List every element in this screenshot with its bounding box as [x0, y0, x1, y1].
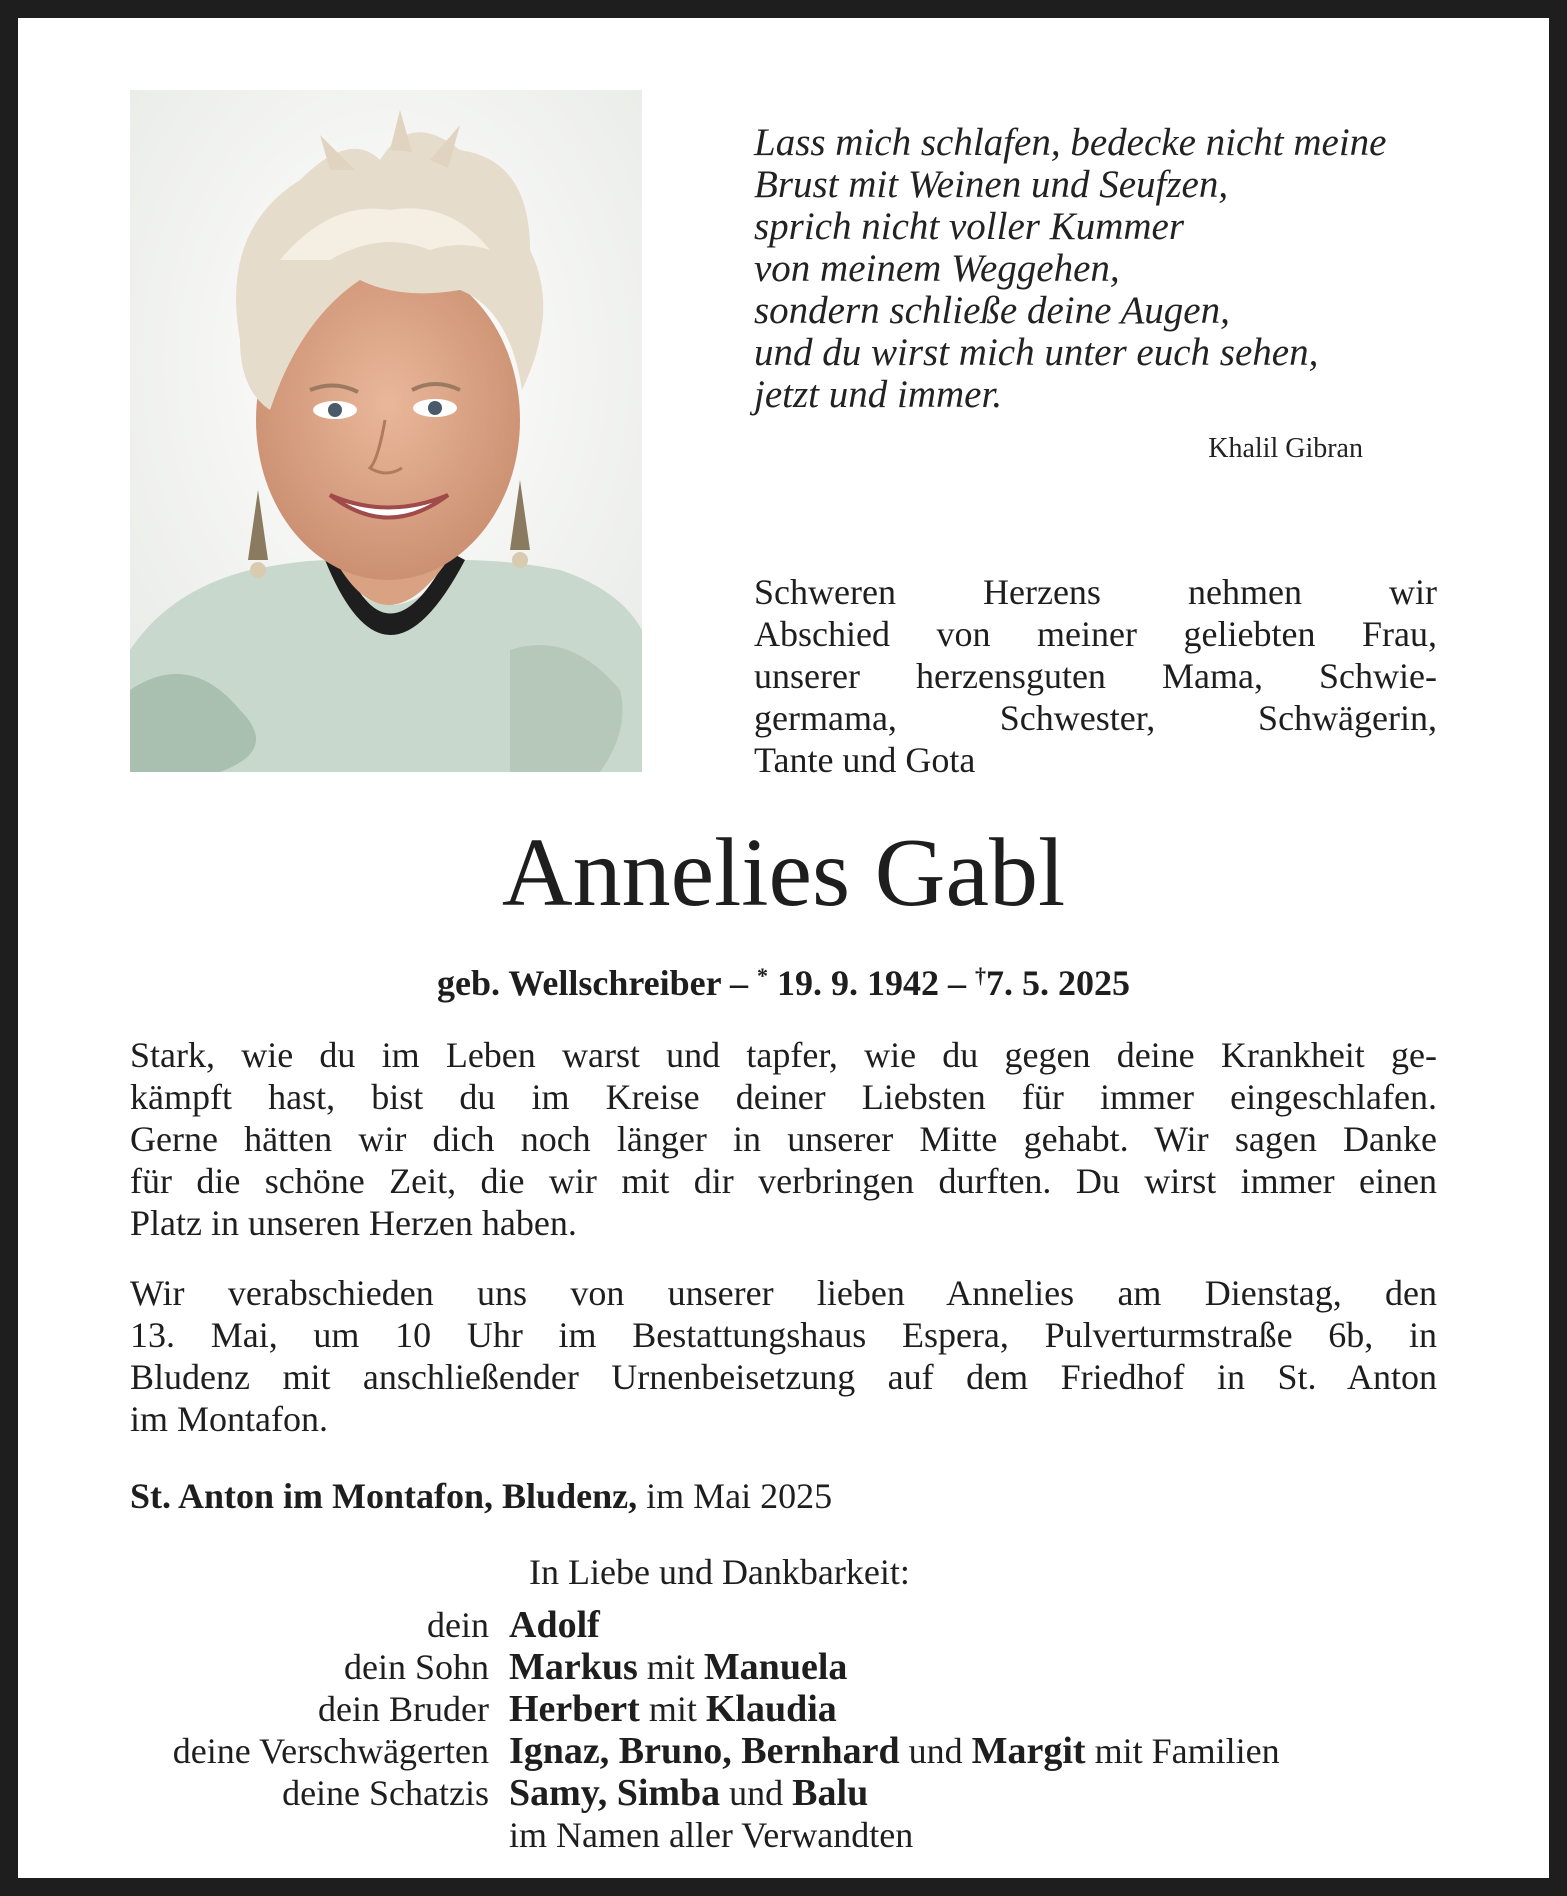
signer-relation: dein — [427, 1605, 489, 1645]
birth-name: geb. Wellschreiber — [437, 963, 721, 1003]
signer-note: im Namen aller Verwandten — [509, 1815, 914, 1855]
deceased-name: Annelies Gabl — [501, 819, 1066, 927]
place-location: St. Anton im Montafon, Bludenz, — [130, 1476, 638, 1516]
farewell-text — [754, 571, 1437, 781]
poem-line: Lass mich schlafen, bedecke nicht meine — [754, 121, 1387, 164]
place-and-date — [130, 1474, 832, 1518]
signer-name: Balu — [792, 1772, 869, 1814]
signer-name: Manuela — [703, 1646, 848, 1688]
birth-date: 19. 9. 1942 — [777, 963, 939, 1003]
life-dates — [0, 954, 1567, 1005]
closing-phrase: In Liebe und Dankbarkeit: — [529, 1552, 910, 1592]
signer-row — [60, 1688, 1460, 1730]
poem-line: von meinem Weggehen, — [754, 247, 1120, 290]
signer-relation: dein Sohn — [343, 1647, 489, 1687]
farewell-line: germama, Schwester, Schwägerin, — [754, 698, 1437, 738]
farewell-line: Abschied von meiner geliebten Frau, — [754, 614, 1437, 654]
signer-name: Markus — [509, 1646, 638, 1688]
signer-row — [60, 1604, 1460, 1646]
poem-line: sondern schließe deine Augen, — [754, 289, 1230, 332]
birth-symbol: * — [757, 963, 768, 988]
poem — [754, 122, 1434, 416]
poem-line: Brust mit Weinen und Seufzen, — [754, 163, 1229, 206]
funeral-details-paragraph — [130, 1272, 1437, 1440]
poem-line: sprich nicht voller Kummer — [754, 205, 1185, 248]
death-date: 7. 5. 2025 — [986, 963, 1130, 1003]
farewell-line: Schweren Herzens nehmen wir — [754, 572, 1437, 612]
signer-name: Adolf — [509, 1604, 600, 1646]
text-line: im Montafon. — [130, 1399, 328, 1439]
signer-row — [60, 1814, 1460, 1856]
text-line: Gerne hätten wir dich noch länger in unserer Mitte gehabt. Wir sagen Danke — [130, 1119, 1437, 1159]
connector-text: und — [720, 1773, 793, 1813]
signer-relation: deine Schatzis — [282, 1773, 489, 1813]
text-line: 13. Mai, um 10 Uhr im Bestattungshaus Espera, Pulverturmstraße 6b, in — [130, 1315, 1437, 1355]
connector-text: und — [899, 1731, 972, 1771]
signers-list — [60, 1604, 1460, 1856]
text-line: für die schöne Zeit, die wir mit dir verbringen durften. Du wirst immer einen — [130, 1161, 1437, 1201]
text-line: Wir verabschieden uns von unserer lieben Annelies am Dienstag, den — [130, 1273, 1437, 1313]
text-line: kämpft hast, bist du im Kreise deiner Liebsten für immer eingeschlafen. — [130, 1077, 1437, 1117]
signer-row — [60, 1772, 1460, 1814]
tribute-paragraph — [130, 1034, 1437, 1244]
farewell-line: unserer herzensguten Mama, Schwie- — [754, 656, 1437, 696]
text-line: Platz in unseren Herzen haben. — [130, 1203, 577, 1243]
connector-text: mit — [637, 1647, 704, 1687]
poem-author: Khalil Gibran — [1208, 433, 1363, 464]
signer-relation — [60, 1814, 509, 1856]
signer-name: Klaudia — [705, 1688, 837, 1730]
connector-text: mit Familien — [1085, 1731, 1280, 1771]
signer-relation: deine Verschwägerten — [172, 1731, 489, 1771]
signer-relation: dein Bruder — [318, 1689, 489, 1729]
death-symbol: † — [975, 963, 986, 988]
signer-row — [60, 1646, 1460, 1688]
portrait-photo — [130, 90, 642, 772]
signer-name: Ignaz, Bruno, Bernhard — [509, 1730, 900, 1772]
poem-line: jetzt und immer. — [754, 373, 1003, 416]
connector-text: mit — [639, 1689, 706, 1729]
place-date: im Mai 2025 — [646, 1476, 833, 1516]
poem-line: und du wirst mich unter euch sehen, — [754, 331, 1319, 374]
separator: – — [948, 963, 966, 1003]
signer-name: Samy, Simba — [509, 1772, 721, 1814]
signer-name: Margit — [971, 1730, 1086, 1772]
text-line: Bludenz mit anschließender Urnenbeisetzung auf dem Friedhof in St. Anton — [130, 1357, 1437, 1397]
separator: – — [730, 963, 748, 1003]
farewell-line: Tante und Gota — [754, 740, 976, 780]
signer-row — [60, 1730, 1460, 1772]
signer-name: Herbert — [509, 1688, 640, 1730]
text-line: Stark, wie du im Leben warst und tapfer, wie du gegen deine Krankheit ge- — [130, 1035, 1437, 1075]
